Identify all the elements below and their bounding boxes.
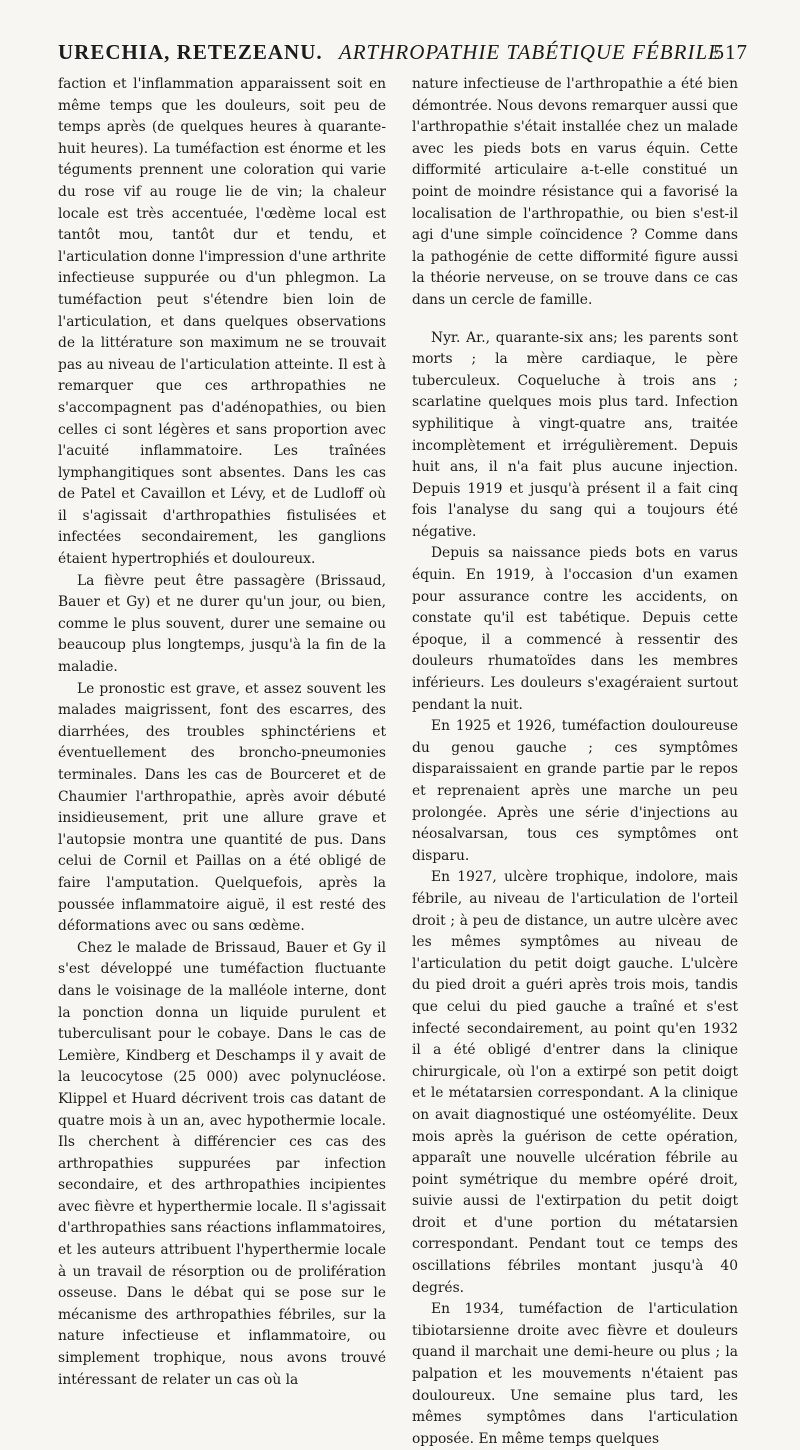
paragraph: La fièvre peut être passagère (Brissaud, Bauer et Gy) et ne durer qu'un jour, ou bien, comme le plus souvent, durer une semaine ou beaucoup plus longtemps, jusqu'à la fin de la maladie. [58, 572, 386, 676]
paragraph: faction et l'inflammation apparaissent soit en même temps que les douleurs, soit peu de temps après (de quelques heures à quarante-huit heures). La tuméfaction est énorme et les téguments prennent une coloration qui varie du rose vif au rouge lie de vin; la chaleur locale est très accentuée, l'œdème local est tantôt mou, tantôt dur et tendu, et l'articulation donne l'impression d'une arthrite infectieuse suppurée ou d'un phlegmon. La tuméfaction peut s'étendre bien loin de l'articulation, et dans quelques observations de la littérature son maximum ne se trouvait pas au niveau de l'articulation atteinte. Il est à remarquer que ces arthropathies ne s'accompagnent pas d'adénopathies, ou bien celles ci sont légères et sans proportion avec l'acuité inflammatoire. Les traînées lymphangitiques sont absentes. Dans les cas de Patel et Cavaillon et Lévy, et de Ludloff où il s'agissait d'arthropathies fistulisées et infectées secondairement, les ganglions étaient hypertrophiés et douloureux. [58, 76, 386, 568]
header-authors: URECHIA, RETEZEANU. [58, 40, 323, 64]
paragraph: En 1927, ulcère trophique, indolore, mais fébrile, au niveau de l'articulation de l'orteil droit ; à peu de distance, un autre ulcère avec les mêmes symptômes au niveau de l'articulation du petit doigt gauche. L'ulcère du pied droit a guéri après trois mois, tandis que celui du pied gauche a traîné et s'est infecté secondairement, au point qu'en 1932 il a été obligé d'entrer dans la clinique chirurgicale, où l'on a extirpé son petit doigt et le métatarsien correspondant. A la clinique on avait diagnostiqué une ostéomyélite. Deux mois après la guérison de cette opération, apparaît une nouvelle ulcération fébrile au point symétrique du membre opéré droit, suivie aussi de l'extirpation du petit doigt droit et d'une portion du métatarsien correspondant. Pendant tout ce temps des oscillations fébriles montant jusqu'à 40 degrés. [412, 869, 738, 1296]
paragraph: Le pronostic est grave, et assez souvent les malades maigrissent, font des escarres, des diarrhées, des troubles sphinctériens et éventuellement des broncho-pneumonies terminales. Dans les cas de Bourceret et de Chaumier l'arthropathie, après avoir débuté insidieusement, prit une allure grave et l'autopsie montra une quantité de pus. Dans celui de Cornil et Paillas on a été obligé de faire l'amputation. Quelquefois, après la poussée inflammatoire aiguë, il est resté des déformations avec ou sans œdème. [58, 680, 386, 935]
left-column [58, 74, 386, 1391]
paragraph: En 1925 et 1926, tuméfaction douloureuse du genou gauche ; ces symptômes disparaissaient en grande partie par le repos et reprenaient après une marche un peu prolongée. Après une série d'injections au néosalvarsan, tous ces symptômes ont disparu. [412, 718, 738, 864]
paragraph: nature infectieuse de l'arthropathie a été bien démontrée. Nous devons remarquer aussi que l'arthropathie s'était installée chez un malade avec les pieds bots en varus équin. Cette difformité articulaire a-t-elle constitué un point de moindre résistance qui a favorisé la localisation de l'arthropathie, ou bien s'est-il agi d'une simple coïncidence ? Comme dans la pathogénie de cette difformité figure aussi la théorie nerveuse, on se trouve dans ce cas dans un cercle de famille. [412, 76, 738, 308]
paragraph: En 1934, tuméfaction de l'articulation tibiotarsienne droite avec fièvre et douleurs quand il marchait une demi-heure ou plus ; la palpation et les mouvements n'étaient pas douloureux. Une semaine plus tard, les mêmes symptômes dans l'articulation opposée. En même temps quelques [412, 1301, 738, 1447]
case-report-paragraph: Nyr. Ar., quarante-six ans; les parents sont morts ; la mère cardiaque, le père tuberculeux. Coqueluche à trois ans ; scarlatine quelques mois plus tard. Infection syphilitique à vingt-quatre ans, traitée incomplètement et irrégulièrement. Depuis huit ans, il n'a fait plus aucune injection. Depuis 1919 et jusqu'à présent il a fait cinq fois l'analyse du sang qui a toujours été négative. [412, 329, 738, 540]
page-number: 517 [713, 40, 748, 64]
paragraph: Chez le malade de Brissaud, Bauer et Gy il s'est développé une tuméfaction fluctuante dans le voisinage de la malléole interne, dont la ponction donna un liquide purulent et tuberculisant pour le cobaye. Dans le cas de Lemière, Kindberg et Deschamps il y avait de la leucocytose (25 000) avec polynucléose. Klippel et Huard décrivent trois cas datant de quatre mois à un an, avec hypothermie locale. Ils cherchent à différencier ces cas des arthropathies suppurées par infection secondaire, et des arthropathies incipientes avec fièvre et hyperthermie locale. Il s'agissait d'arthropathies sans réactions inflammatoires, et les auteurs attribuent l'hyperthermie locale à un travail de résorption ou de prolifération osseuse. Dans le débat qui se pose sur le mécanisme des arthropathies fébriles, sur la nature infectieuse et inflammatoire, ou simplement trophique, nous avons trouvé intéressant de relater un cas où la [58, 939, 386, 1388]
right-column [412, 74, 738, 1450]
paragraph: Depuis sa naissance pieds bots en varus équin. En 1919, à l'occasion d'un examen pour assurance contre les accidents, on constate qu'il est tabétique. Depuis cette époque, il a commencé à ressentir des douleurs rhumatoïdes dans les membres inférieurs. Les douleurs s'exagéraient surtout pendant la nuit. [412, 545, 738, 713]
header-title: ARTHROPATHIE TABÉTIQUE FÉBRILE [338, 40, 722, 64]
running-header [58, 40, 748, 70]
